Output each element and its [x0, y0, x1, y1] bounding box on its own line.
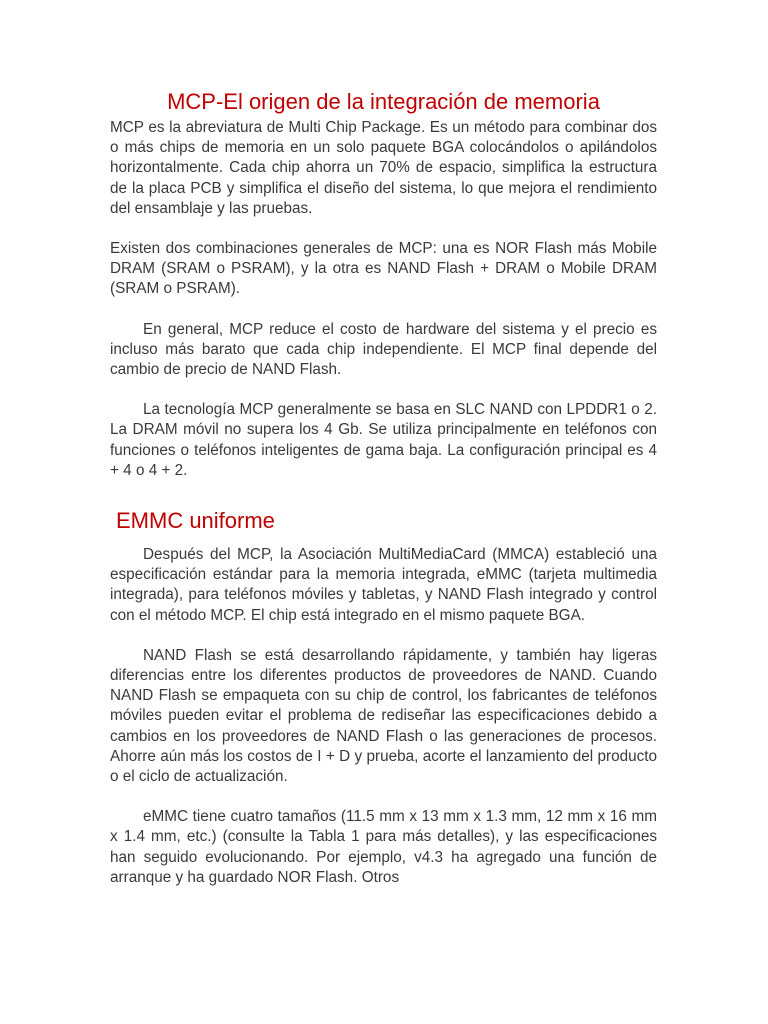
- paragraph-mcp-combinations: Existen dos combinaciones generales de MCP: una es NOR Flash más Mobile DRAM (SRAM o PSRAM), y la otra es NAND Flash + DRAM o Mobile DRAM (SRAM o PSRAM).: [110, 240, 657, 298]
- paragraph-emmc-nand: NAND Flash se está desarrollando rápidamente, y también hay ligeras diferencias entre los diferentes productos de proveedores de NAND. Cuando NAND Flash se empaqueta con su chip de control, los fabricantes de teléfonos móviles pueden evitar el problema de rediseñar las especificaciones debido a cambios en los proveedores de NAND Flash o las generaciones de procesos. Ahorre aún más los costos de I + D y prueba, acorte el lanzamiento del producto o el ciclo de actualización.: [110, 646, 657, 786]
- document-page: [110, 88, 657, 908]
- paragraph-emmc-standard: Después del MCP, la Asociación MultiMediaCard (MMCA) estableció una especificación estándar para la memoria integrada, eMMC (tarjeta multimedia integrada), para teléfonos móviles y tabletas, y NAND Flash integrado y control con el método MCP. El chip está integrado en el mismo paquete BGA.: [110, 546, 657, 624]
- paragraph-mcp-cost: En general, MCP reduce el costo de hardware del sistema y el precio es incluso más barato que cada chip independiente. El MCP final depende del cambio de precio de NAND Flash.: [110, 320, 657, 379]
- paragraph-emmc-sizes: eMMC tiene cuatro tamaños (11.5 mm x 13 mm x 1.3 mm, 12 mm x 16 mm x 1.4 mm, etc.) (consulte la Tabla 1 para más detalles), y las especificaciones han seguido evolucionando. Por ejemplo, v4.3 ha agregado una función de arranque y ha guardado NOR Flash. Otros: [110, 808, 657, 886]
- section-title-emmc: EMMC uniforme: [116, 508, 275, 534]
- paragraph-mcp-technology: La tecnología MCP generalmente se basa en SLC NAND con LPDDR1 o 2. La DRAM móvil no supera los 4 Gb. Se utiliza principalmente en teléfonos con funciones o teléfonos inteligentes de gama baja. La configuración principal es 4 + 4 o 4 + 2.: [110, 401, 657, 479]
- section-title-mcp: MCP-El origen de la integración de memoria: [167, 89, 600, 114]
- paragraph-mcp-definition: MCP es la abreviatura de Multi Chip Package. Es un método para combinar dos o más chips de memoria en un solo paquete BGA colocándolos o apilándolos horizontalmente. Cada chip ahorra un 70% de espacio, simplifica la estructura de la placa PCB y simplifica el diseño del sistema, lo que mejora el rendimiento del ensamblaje y las pruebas.: [110, 119, 657, 217]
